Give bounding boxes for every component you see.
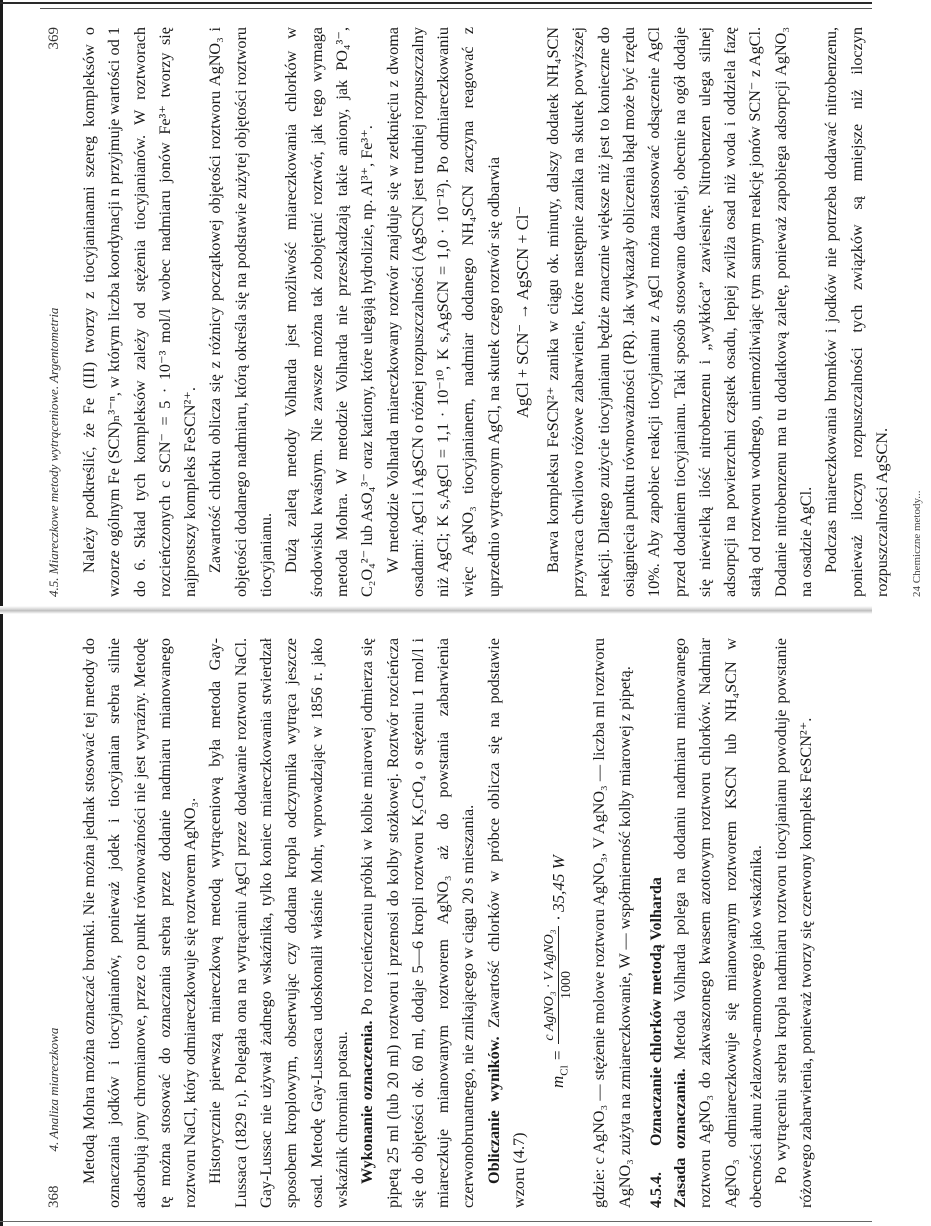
running-head-369 (46, 27, 63, 597)
paragraph-bromides-iodides: Podczas miareczkowania bromków i jodków nie potrzeba dodawać nitrobenzenu, ponieważ iloczyn rozpuszczalności tych związków są mniejsze niż iloczyn rozpuszczalności AgSCN. (822, 27, 891, 597)
formula-4-7 (542, 638, 575, 1088)
formula-rhs: · 35,45 W (548, 855, 568, 921)
paragraph-advantage: Dużą zaletą metody Volharda jest możliwość miareczkowania chlorków w środowisku kwaśnym. Nie zawsze można tak zobojętnić roztwór, jak tego wymaga metoda Mohra. W metodzie Volharda nie przeszkadzają takie aniony, jak PO₄³⁻, C₂O₄²⁻ lub AsO₄³⁻ oraz kationy, które ulegają hydrolizie, np. Al³⁺, Fe³⁺. (282, 27, 377, 597)
paragraph-two-precipitates: W metodzie Volharda miareczkowany roztwór znajduje się w zetknięciu z dwoma osadami: AgCl i AgSCN o różnej rozpuszczalności (AgSCN jest trudniej rozpuszczalny niż AgCl; K s,AgCl = 1,1 · 10⁻¹⁰, K s,AgSCN = 1,0 · 10⁻¹²). Po odmiareczkowaniu więc AgNO₃ tiocyjanianem, nadmiar dodanego NH₄SCN zaczyna reagować z uprzednio wytrąconym AgCl, na skutek czego roztwór się odbarwia (383, 27, 503, 597)
paragraph-principle (668, 638, 769, 1208)
page-368 (46, 638, 826, 1208)
procedure-label: Wykonanie oznaczenia. (358, 1020, 377, 1184)
paragraph-procedure (355, 638, 481, 1208)
page-369 (46, 27, 924, 597)
reaction-equation: AgCl + SCN⁻ → AgSCN + Cl⁻ (513, 205, 533, 419)
section-title: Oznaczanie chlorków metodą Volharda (647, 877, 665, 1146)
formula-numerator: c AgNO₃ · V AgNO₃ (542, 926, 559, 1043)
running-head-368 (46, 638, 63, 1208)
paragraph-gay-lussac: Historycznie pierwszą miareczkową metodą wytrąceniową była metoda Gay-Lussaca (1829 r.). Polegała ona na wytrącaniu AgCl przez dodawanie roztworu NaCl. Gay-Lussac nie używał żadnego wskaźnika, tylko koniec miareczkowania stwierdzał sposobem kroplowym, obserwując czy dodana kropla odczynnika wytrąca jeszcze osad. Metodę Gay-Lussaca udoskonalił właśnie Mohr, wprowadzając w 1856 r. jako wskaźnik chromian potasu. (206, 638, 351, 1208)
paragraph-fe-complexes: Należy podkreślić, że Fe (III) tworzy z tiocyjanianami szereg kompleksów o wzorze ogólnym Fe (SCN)ₙ³⁻ⁿ, w którym liczba koordynacji n przyjmuje wartości od 1 do 6. Skład tych kompleksów zależy od stężenia tiocyjanianów. W roztworach rozcieńczonych c SCN⁻ = 5 · 10⁻³ mol/l wobec nadmiaru jonów Fe³⁺ tworzy się najprostszy kompleks FeSCN²⁺. (80, 27, 200, 597)
procedure-text: Po rozcieńczeniu próbki w kolbie miarowej odmierza się pipetą 25 ml (lub 20 ml) roztworu i przenosi do kolby stożkowej. Roztwór rozcieńcza się do objętości ok. 60 ml, dodaje 5—6 kropli roztworu K₂CrO₄ o stężeniu 1 mol/l i miareczkuje mianowanym roztworem AgNO₃ aż do powstania zabarwienia czerwonobrunatnego, nie znikającego w ciągu 20 s mieszania. (358, 638, 478, 1208)
paragraph-where: gdzie: c AgNO₃ — stężenie molowe roztworu AgNO₃, V AgNO₃ — liczba ml roztworu AgNO₃ zużyta na zmiareczkowanie, W — współmierność kolby miarowej z pipetą. (590, 638, 634, 1208)
principle-text: Metoda Volharda polega na dodaniu nadmiaru mianowanego roztworu AgNO₃ do zakwaszonego kwasem azotowym roztworu chlorków. Nadmiar AgNO₃ odmiareczkowuje się mianowanym roztworem KSCN lub NH₄SCN w obecności ałunu żelazowo-amonowego jako wskaźnika. (670, 638, 765, 1208)
page-footer: 24 Chemiczne metody... (911, 490, 924, 597)
results-text: Zawartość chlorków w próbce oblicza się na podstawie wzoru (4.7) (484, 638, 529, 1208)
page-number: 369 (46, 27, 62, 50)
book-gutter (0, 606, 872, 614)
scan-top-border (0, 2, 872, 4)
formula-fraction (542, 926, 575, 1043)
paragraph-chloride-content: Zawartość chlorku oblicza się z różnicy początkowej objętości roztworu AgNO₃ i objętości dodanego nadmiaru, którą określa się na podstawie zużytej objętości roztworu tiocyjanianu. (206, 27, 276, 597)
formula-lhs: $m_{Cl}$ = (547, 1049, 571, 1088)
formula-denominator: 1000 (559, 970, 575, 999)
paragraph-color-fading: Barwa kompleksu FeSCN²⁺ zanika w ciągu ok. minuty, dalszy dodatek NH₄SCN przywraca chwilowo różowe zabarwienie, które następnie zanika na skutek powyższej reakcji. Dlatego zużycie tiocyjanianu będzie znacznie większe niż jest to konieczne do osiągnięcia punktu równoważności (PR). Jak wykazały obliczenia błąd może być rzędu 10%. Aby zapobiec reakcji tiocyjanianu z AgCl można zastosować odsączenie AgCl przed dodaniem tiocyjanianu. Taki sposób stosowano dawniej, obecnie na ogół dodaje się niewielką ilość nitrobenzenu i „wykłóca” zawiesinę. Nitrobenzen ulega silnej adsorpcji na powierzchni cząstek osadu, lepiej zwilża osad niż woda i oddziela fazę stałą od roztworu wodnego, uniemożliwiając tym samym reakcję jonów SCN⁻ z AgCl. Dodanie nitrobenzenu ma tu dodatkową zaletę, ponieważ zapobiega adsorpcji AgNO₃ na osadzie AgCl. (544, 27, 816, 597)
results-label: Obliczanie wyników. (484, 1036, 503, 1184)
running-head-title: 4. Analiza miareczkowa (46, 1027, 61, 1152)
running-head-title: 4.5. Miareczkowe metody wytrąceniowe. Argentometria (46, 307, 61, 597)
paragraph-results (482, 638, 533, 1208)
principle-label: Zasada oznaczania. (670, 1068, 689, 1208)
scan-bottom-border (0, 1221, 872, 1222)
section-heading-volhard (648, 638, 666, 1208)
page-number: 368 (46, 1185, 62, 1208)
paragraph-mohr-bromides: Metodą Mohra można oznaczać bromki. Nie można jednak stosować tej metody do oznaczania jodków i tiocyjanianów, ponieważ jodek i tiocyjanian srebra silnie adsorbują jony chromianowe, przez co punkt równoważności nie jest wyraźny. Metodę tę można stosować do oznaczania srebra przez dodanie nadmiaru mianowanego roztworu NaCl, który odmiareczkowuje się roztworem AgNO₃. (80, 638, 200, 1208)
section-number: 4.5.4. (647, 1172, 665, 1208)
paragraph-fescn: Po wytrąceniu srebra kropla nadmiaru roztworu tiocyjanianu powoduje powstanie różowego zabarwienia, ponieważ tworzy się czerwony kompleks FeSCN²⁺. (772, 638, 816, 1208)
scan-top-line (40, 8, 872, 9)
